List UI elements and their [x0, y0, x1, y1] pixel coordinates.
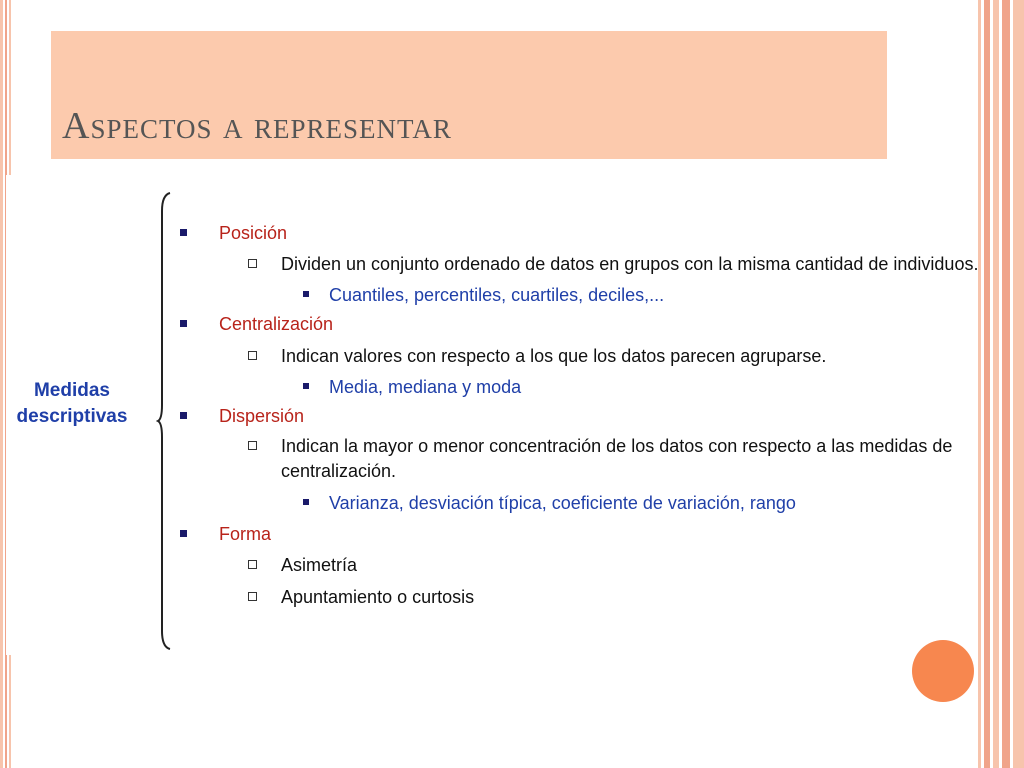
decor-circle: [912, 640, 974, 702]
descriptive-measures-diagram: [6, 175, 979, 655]
left-decor-stripe: [0, 0, 3, 768]
right-decor-stripe: [1013, 0, 1024, 768]
square-bullet-icon: [180, 412, 187, 419]
item-label: Dispersión: [219, 406, 305, 426]
hollow-square-bullet-icon: [248, 259, 257, 268]
right-decor-stripe: [993, 0, 999, 768]
hollow-square-bullet-icon: [248, 592, 257, 601]
hollow-square-bullet-icon: [248, 441, 257, 450]
item-text: Indican valores con respecto a los que los datos parecen agruparse.: [281, 346, 827, 366]
square-bullet-icon: [180, 320, 187, 327]
item-text: Cuantiles, percentiles, cuartiles, deciles,...: [329, 285, 665, 305]
list-item-level3: [303, 493, 796, 514]
square-bullet-icon: [303, 499, 309, 505]
square-bullet-icon: [180, 530, 187, 537]
square-bullet-icon: [303, 291, 309, 297]
list-item-level1: [180, 223, 287, 244]
item-text: Media, mediana y moda: [329, 377, 522, 397]
list-item-level2: [248, 254, 978, 275]
hollow-square-bullet-icon: [248, 560, 257, 569]
item-text: Varianza, desviación típica, coeficiente de variación, rango: [329, 493, 796, 513]
group-label: [6, 378, 138, 430]
list-item-level3: [303, 285, 664, 306]
right-decor-stripe: [984, 0, 990, 768]
list-item-level1: [180, 524, 271, 545]
list-item-level2: [248, 587, 474, 608]
list-item-level3: [303, 377, 521, 398]
item-text: Dividen un conjunto ordenado de datos en grupos con la misma cantidad de individuos.: [281, 254, 979, 274]
hollow-square-bullet-icon: [248, 351, 257, 360]
curly-brace-icon: [156, 191, 176, 651]
group-label-line2: descriptivas: [16, 406, 128, 427]
list-item-level1: [180, 406, 304, 427]
list-item-level2: [248, 436, 952, 482]
item-text: Indican la mayor o menor concentración de los datos con respecto a las medidas de: [281, 436, 953, 456]
right-decor-stripe: [1002, 0, 1010, 768]
list-item-level1: [180, 314, 333, 335]
item-label: Forma: [219, 524, 272, 544]
item-label: Centralización: [219, 314, 334, 334]
item-text: Asimetría: [281, 555, 358, 575]
right-decor-stripe: [978, 0, 981, 768]
list-item-level2: [248, 555, 357, 576]
square-bullet-icon: [180, 229, 187, 236]
item-label: Posición: [219, 223, 288, 243]
item-text: Apuntamiento o curtosis: [281, 587, 475, 607]
list-item-level2: [248, 346, 826, 367]
square-bullet-icon: [303, 383, 309, 389]
item-text-continuation: centralización.: [281, 461, 397, 481]
slide-title: Aspectos a representar: [62, 105, 452, 147]
group-label-line1: Medidas: [33, 380, 111, 401]
